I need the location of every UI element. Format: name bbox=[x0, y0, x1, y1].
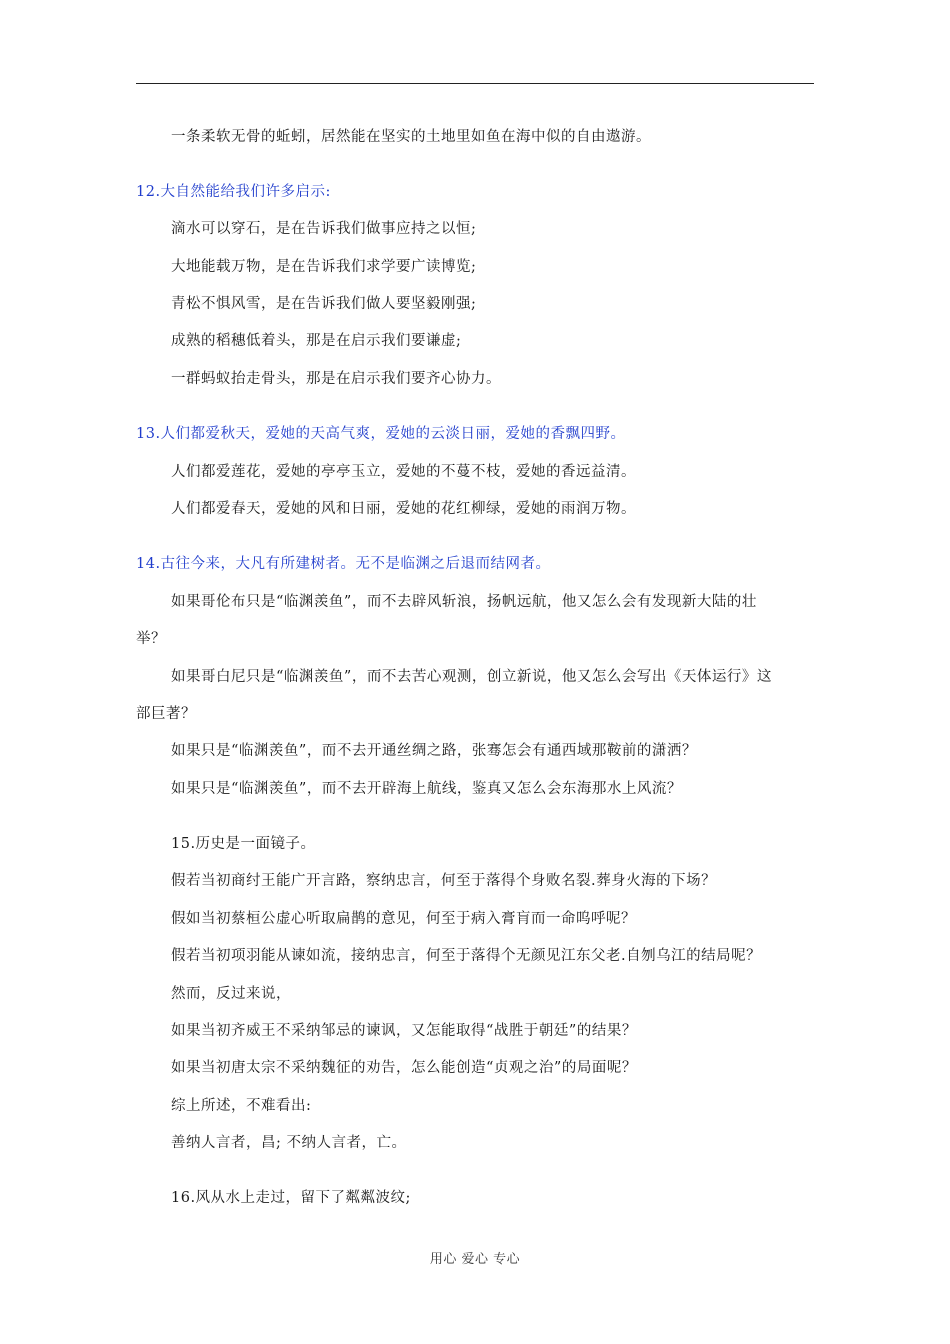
section-12-line: 成熟的稻穗低着头，那是在启示我们要谦虚; bbox=[171, 333, 462, 349]
section-16-heading: 16.风从水上走过，留下了粼粼波纹; bbox=[171, 1190, 411, 1206]
section-14-line: 如果哥伦布只是“临渊羡鱼”，而不去辟风斩浪，扬帆远航，他又怎么会有发现新大陆的壮 bbox=[171, 594, 757, 610]
section-14-line: 如果只是“临渊羡鱼”，而不去开通丝绸之路，张骞怎会有通西域那鞍前的潇洒？ bbox=[171, 743, 697, 759]
section-14-line: 如果只是“临渊羡鱼”，而不去开辟海上航线，鉴真又怎么会东海那水上风流？ bbox=[171, 781, 682, 797]
section-15-line: 假如当初蔡桓公虚心听取扁鹊的意见，何至于病入膏肓而一命呜呼呢？ bbox=[171, 911, 636, 927]
section-12-line: 一群蚂蚁抬走骨头，那是在启示我们要齐心协力。 bbox=[171, 371, 501, 387]
section-12-line: 青松不惧风雪，是在告诉我们做人要坚毅刚强; bbox=[171, 296, 477, 312]
section-12-heading: 12.大自然能给我们许多启示: bbox=[136, 184, 331, 200]
intro-paragraph: 一条柔软无骨的蚯蚓，居然能在坚实的土地里如鱼在海中似的自由遨游。 bbox=[171, 129, 651, 145]
section-15-line: 综上所述，不难看出: bbox=[171, 1098, 312, 1114]
section-13-line: 人们都爱春天，爱她的风和日丽，爱她的花红柳绿，爱她的雨润万物。 bbox=[171, 501, 636, 517]
header-rule bbox=[136, 83, 814, 84]
section-14-heading: 14.古往今来，大凡有所建树者。无不是临渊之后退而结网者。 bbox=[136, 556, 551, 572]
section-15-line: 假若当初项羽能从谏如流，接纳忠言，何至于落得个无颜见江东父老.自刎乌江的结局呢？ bbox=[171, 948, 762, 964]
section-14-line: 如果哥白尼只是“临渊羡鱼”，而不去苦心观测，创立新说，他又怎么会写出《天体运行》这 bbox=[171, 669, 772, 685]
section-12-line: 滴水可以穿石，是在告诉我们做事应持之以恒; bbox=[171, 221, 477, 237]
section-15-heading: 15.历史是一面镜子。 bbox=[171, 836, 316, 852]
section-14-line: 举？ bbox=[136, 631, 166, 647]
section-13-line: 人们都爱莲花，爱她的亭亭玉立，爱她的不蔓不枝，爱她的香远益清。 bbox=[171, 464, 636, 480]
section-15-line: 如果当初唐太宗不采纳魏征的劝告，怎么能创造“贞观之治”的局面呢？ bbox=[171, 1060, 637, 1076]
section-15-line: 然而，反过来说， bbox=[171, 986, 291, 1002]
page-footer: 用心 爱心 专心 bbox=[429, 1252, 521, 1267]
section-15-line: 如果当初齐威王不采纳邹忌的谏讽，又怎能取得“战胜于朝廷”的结果？ bbox=[171, 1023, 637, 1039]
section-12-line: 大地能载万物，是在告诉我们求学要广读博览; bbox=[171, 259, 477, 275]
section-15-line: 假若当初商纣王能广开言路，察纳忠言，何至于落得个身败名裂.葬身火海的下场？ bbox=[171, 873, 717, 889]
section-13-heading: 13.人们都爱秋天，爱她的天高气爽，爱她的云淡日丽，爱她的香飘四野。 bbox=[136, 426, 626, 442]
section-14-line: 部巨著？ bbox=[136, 706, 196, 722]
section-15-line: 善纳人言者，昌; 不纳人言者，亡。 bbox=[171, 1135, 407, 1151]
